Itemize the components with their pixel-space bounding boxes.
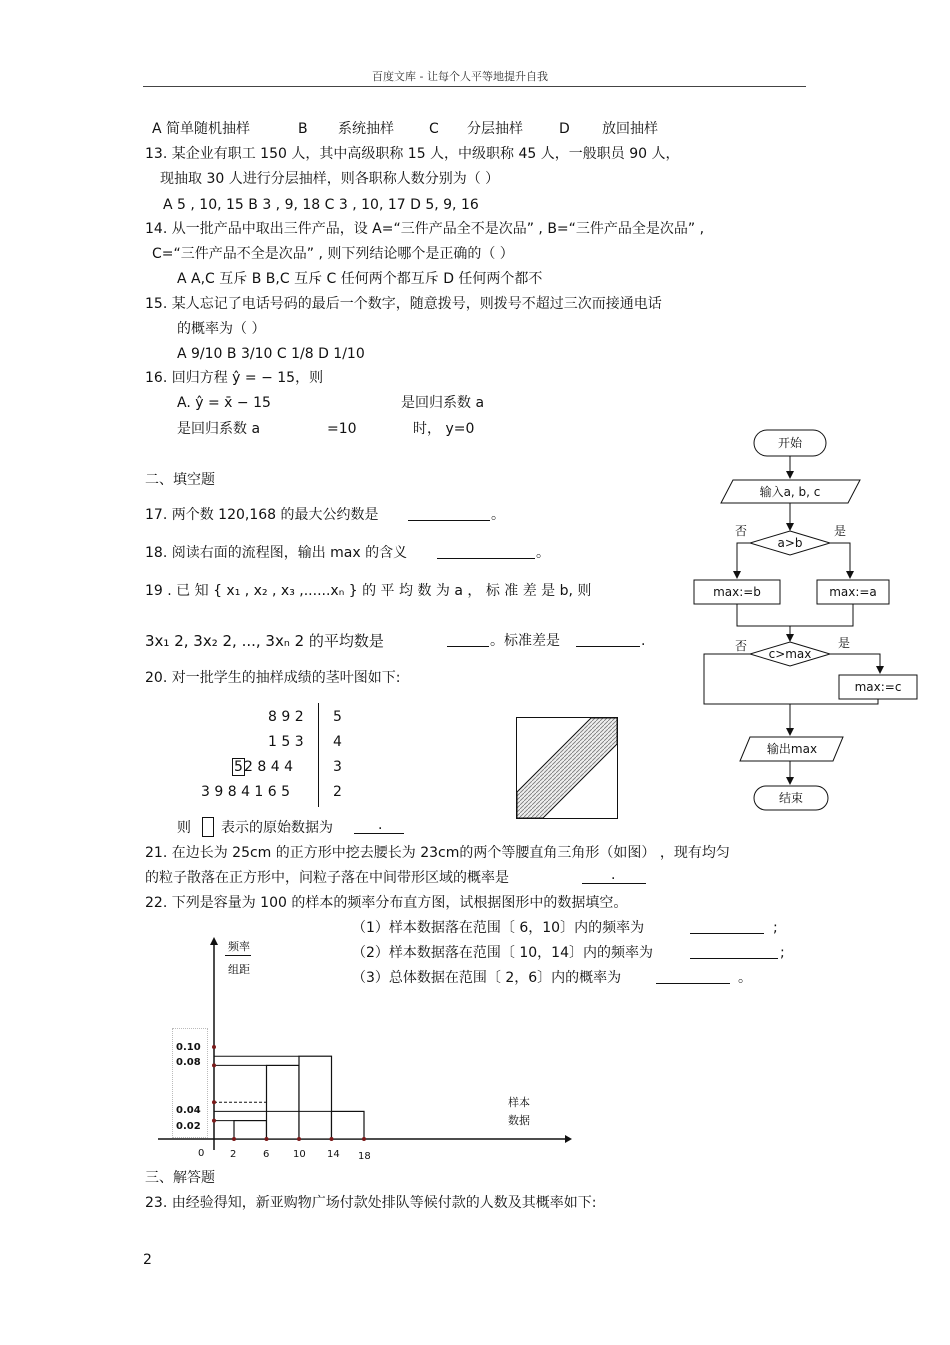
fc-cond1-label: a>b: [777, 536, 803, 550]
section-solve: 三、解答题: [145, 1170, 215, 1186]
x-tick-dot: [232, 1137, 236, 1141]
fc-input-label: 输入a, b, c: [759, 485, 821, 499]
hist-xlabel-top: 样本: [508, 1096, 530, 1109]
q12-option-a: A 简单随机抽样: [152, 121, 251, 137]
hist-ytick-0-08: 0.08: [176, 1057, 201, 1068]
hist-ylabel-fraction-bar: [225, 955, 251, 956]
q19-line1: 19 . 已 知 { x₁ , x₂ , x₃ ,......xₙ } 的 平 均 数 为 a ， 标 准 差 是 b, 则: [145, 583, 592, 599]
q21-end: .: [611, 867, 616, 883]
q20-text: 20. 对一批学生的抽样成绩的茎叶图如下:: [145, 670, 401, 686]
q16-option-a2: 是回归系数 a: [401, 395, 485, 411]
q16-line1: 16. 回归方程 ŷ = − 15，则: [145, 370, 324, 386]
q15-line1: 15. 某人忘记了电话号码的最后一个数字，随意拨号，则拨号不超过三次而接通电话: [145, 296, 662, 312]
x-tick-dot: [297, 1137, 301, 1141]
histogram-bar-[10,14): [299, 1056, 332, 1139]
q18-end: 。: [536, 545, 550, 561]
q12-option-b-letter: B: [298, 121, 308, 137]
page-number: 2: [143, 1252, 152, 1268]
q20-note-a: 则: [177, 820, 191, 836]
x-tick-dot: [330, 1137, 334, 1141]
q21-line1: 21. 在边长为 25cm 的正方形中挖去腰长为 23cm的两个等腰直角三角形（如图） ，现有均匀: [145, 845, 730, 861]
hist-xtick-18: 18: [358, 1151, 371, 1162]
q22-sub1-end: ;: [773, 920, 778, 936]
hist-xlabel-bottom: 数据: [508, 1114, 530, 1127]
hist-ytick-0-04: 0.04: [176, 1105, 201, 1116]
histogram-bar-[14,18): [332, 1111, 365, 1139]
q19-end: .: [641, 633, 646, 649]
q13-line2: 现抽取 30 人进行分层抽样，则各职称人数分别为（ ）: [160, 171, 500, 187]
q20-note-end: .: [378, 817, 383, 833]
q16-line3c: 时， y=0: [413, 421, 475, 437]
q17-end: 。: [491, 507, 505, 523]
q12-option-b: 系统抽样: [338, 121, 394, 137]
histogram-bar-[2,6): [234, 1121, 267, 1139]
q16-option-a: A. ŷ = x̄ − 15: [177, 395, 271, 411]
hist-ytick-0-10: 0.10: [176, 1042, 201, 1053]
q14-line2: C=“三件产品不全是次品” , 则下列结论哪个是正确的（ ）: [152, 246, 514, 262]
fc-assign-c-label: max:=c: [854, 680, 902, 694]
fc-output-label: 输出max: [766, 742, 818, 756]
hist-xtick-10: 10: [293, 1149, 306, 1160]
q14-line1: 14. 从一批产品中取出三件产品，设 A=“三件产品全不是次品” , B=“三件产品全是次品” ,: [145, 221, 705, 237]
q17-answer-blank[interactable]: [408, 506, 490, 521]
q22-sub2-end: ;: [780, 945, 785, 961]
q19-line2b: 。标准差是: [490, 633, 560, 649]
q12-option-c-letter: C: [429, 121, 439, 137]
fc-yes1: 是: [833, 524, 847, 538]
fc-assign-b-label: max:=b: [713, 585, 761, 599]
q18-text: 18. 阅读右面的流程图，输出 max 的含义: [145, 545, 408, 561]
q19-line2a: 3x₁ 2, 3x₂ 2, ..., 3xₙ 2 的平均数是: [145, 632, 384, 650]
stem-2: 4: [333, 734, 342, 750]
fc-start-label: 开始: [777, 436, 803, 450]
hist-ylabel-top: 频率: [228, 940, 250, 953]
x-tick-dot: [265, 1137, 269, 1141]
header-rule: [143, 86, 806, 87]
q22-sub2: （2）样本数据落在范围〔 10，14〕内的频率为: [352, 945, 653, 961]
square-band-figure: [516, 717, 618, 819]
stem-leaf-leaves-4: 3 9 8 4 1 6 5: [201, 784, 291, 800]
q19-mean-blank[interactable]: [447, 632, 489, 647]
flowchart: [690, 425, 930, 820]
q12-option-d: 放回抽样: [602, 121, 658, 137]
q22-sub1-blank[interactable]: [690, 919, 764, 934]
q13-line1: 13. 某企业有职工 150 人，其中高级职称 15 人，中级职称 45 人，一般职员 90 人，: [145, 146, 680, 162]
q15-line2: 的概率为（ ）: [177, 321, 266, 337]
y-tick-dot: [212, 1063, 216, 1067]
stem-leaf-boxed-leaf: 5: [234, 759, 243, 775]
empty-box-icon: [202, 817, 214, 837]
q15-options: A 9/10 B 3/10 C 1/8 D 1/10: [177, 346, 365, 362]
q22-text: 22. 下列是容量为 100 的样本的频率分布直方图，试根据图形中的数据填空。: [145, 895, 628, 911]
q18-answer-blank[interactable]: [437, 544, 535, 559]
q20-note-b: 表示的原始数据为: [221, 820, 333, 836]
section-fill-in: 二、填空题: [145, 472, 215, 488]
fc-cond2-label: c>max: [768, 647, 812, 661]
q12-option-d-letter: D: [559, 121, 570, 137]
hist-origin: 0: [198, 1148, 205, 1159]
q23-text: 23. 由经验得知，新亚购物广场付款处排队等候付款的人数及其概率如下:: [145, 1195, 597, 1211]
fc-no2: 否: [734, 639, 748, 653]
q22-sub1: （1）样本数据落在范围〔 6，10〕内的频率为: [352, 920, 645, 936]
y-axis-arrow-icon: [210, 937, 218, 945]
stem-1: 5: [333, 709, 342, 725]
q21-line2: 的粒子散落在正方形中，问粒子落在中间带形区域的概率是: [145, 870, 509, 886]
y-tick-dot: [212, 1045, 216, 1049]
q16-line3b: =10: [327, 421, 357, 437]
stem-leaf-leaves-1: 8 9 2: [268, 709, 304, 725]
q17-text: 17. 两个数 120,168 的最大公约数是: [145, 507, 379, 523]
x-axis-arrow-icon: [565, 1135, 572, 1143]
stem-leaf-divider: [318, 703, 319, 807]
y-tick-dot: [212, 1100, 216, 1104]
q22-sub2-blank[interactable]: [690, 944, 778, 959]
hist-ylabel-bottom: 组距: [228, 963, 250, 976]
hist-xtick-14: 14: [327, 1149, 340, 1160]
q12-option-c: 分层抽样: [467, 121, 523, 137]
q14-options: A A,C 互斥 B B,C 互斥 C 任何两个都互斥 D 任何两个都不: [177, 271, 543, 287]
q13-options: A 5 , 10, 15 B 3 , 9, 18 C 3 , 10, 17 D 5, 9, 16: [163, 197, 479, 213]
stem-leaf-leaves-2: 1 5 3: [268, 734, 304, 750]
stem-3: 3: [333, 759, 342, 775]
q22-sub3-end: 。: [738, 970, 752, 986]
y-tick-dot: [212, 1119, 216, 1123]
stem-4: 2: [333, 784, 342, 800]
fc-assign-a-label: max:=a: [829, 585, 877, 599]
fc-no1: 否: [734, 524, 748, 538]
fc-yes2: 是: [837, 636, 851, 650]
fc-end-label: 结束: [778, 791, 804, 805]
hist-xtick-6: 6: [263, 1149, 270, 1160]
page-header: 百度文库 - 让每个人平等地提升自我: [372, 70, 548, 83]
x-tick-dot: [362, 1137, 366, 1141]
q19-std-blank[interactable]: [576, 632, 640, 647]
q16-line3a: 是回归系数 a: [177, 421, 261, 437]
stem-leaf-leaves-3: 2 8 4 4: [244, 759, 293, 775]
histogram-bar-[6,10): [267, 1065, 300, 1139]
hist-xtick-2: 2: [230, 1149, 237, 1160]
hist-ytick-0-02: 0.02: [176, 1121, 201, 1132]
q22-sub3-blank[interactable]: [656, 969, 730, 984]
q22-sub3: （3）总体数据在范围〔 2，6〕内的概率为: [352, 970, 622, 986]
